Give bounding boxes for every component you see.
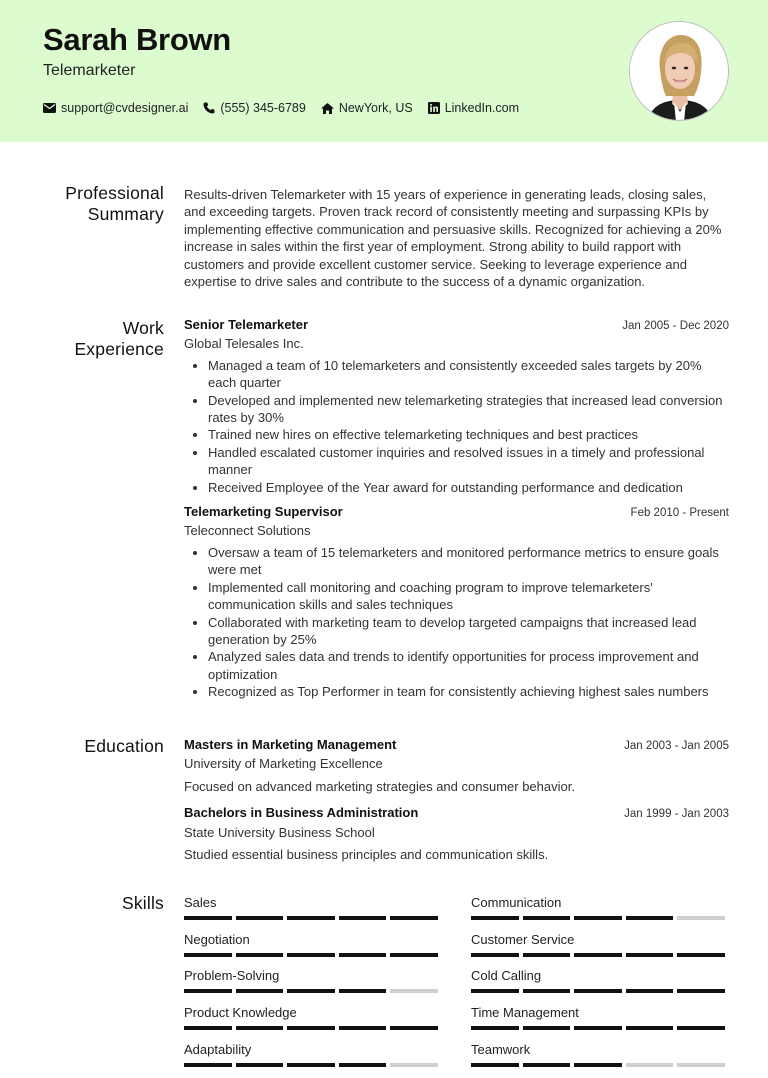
contact-list (43, 101, 534, 115)
resume-header (0, 0, 768, 142)
skill-level-segment (236, 916, 284, 920)
skill-name: Customer Service (471, 931, 575, 947)
job-entry (184, 503, 729, 700)
job-company: Teleconnect Solutions (184, 523, 311, 539)
school: State University Business School (184, 824, 375, 840)
job-entry (184, 316, 729, 496)
skill-level-segment (523, 1026, 571, 1030)
email-text: support@cvdesigner.ai (61, 101, 189, 115)
skill-level-segment (339, 1063, 387, 1067)
job-date: Feb 2010 - Present (630, 507, 729, 520)
skill-level-segment (677, 953, 725, 957)
skill-level-segment (390, 953, 438, 957)
skill-level-segment (471, 1026, 519, 1030)
avatar (630, 22, 729, 121)
skill-level-bar (184, 1026, 442, 1030)
education-entry (184, 736, 729, 795)
list-item: Managed a team of 10 telemarketers and consistently exceeded sales targets by 20% each quarter (184, 357, 729, 392)
skill-level-segment (236, 953, 284, 957)
skill-item (184, 895, 442, 920)
skill-item (471, 968, 729, 993)
phone-text: (555) 345-6789 (220, 101, 306, 115)
skill-level-segment (523, 989, 571, 993)
location-text: NewYork, US (338, 101, 413, 115)
skill-level-bar (471, 916, 729, 920)
skill-level-segment (339, 916, 387, 920)
skill-item (184, 932, 442, 957)
phone-icon (203, 102, 215, 114)
list-item: Collaborated with marketing team to develop targeted campaigns that increased lead generation by 25% (184, 614, 729, 649)
education-entry (184, 804, 729, 863)
skill-level-segment (184, 916, 232, 920)
job-bullets (184, 544, 729, 701)
skill-level-bar (471, 1026, 729, 1030)
skill-name: Cold Calling (471, 968, 542, 984)
skill-level-segment (184, 1063, 232, 1067)
skill-item (184, 968, 442, 993)
list-item: Handled escalated customer inquiries and resolved issues in a timely and professional manner (184, 444, 729, 479)
skill-level-segment (184, 1026, 232, 1030)
skill-level-segment (574, 1026, 622, 1030)
skill-level-bar (471, 989, 729, 993)
skill-level-segment (626, 1063, 674, 1067)
skill-name: Product Knowledge (184, 1005, 297, 1021)
job-title: Telemarketing Supervisor (184, 504, 343, 520)
job-title: Senior Telemarketer (184, 317, 309, 332)
skill-item (471, 895, 729, 920)
contact-phone[interactable] (203, 101, 305, 115)
skill-level-segment (523, 1063, 571, 1067)
skill-level-bar (184, 989, 442, 993)
skill-level-segment (523, 953, 571, 957)
home-icon (321, 103, 334, 114)
list-item: Received Employee of the Year award for outstanding performance and dedication (184, 479, 729, 496)
skill-level-segment (390, 1026, 438, 1030)
skill-name: Communication (471, 895, 562, 910)
skill-name: Adaptability (184, 1041, 252, 1057)
contact-linkedin[interactable] (428, 101, 519, 115)
skill-name: Sales (184, 895, 217, 910)
summary-text: Results-driven Telemarketer with 15 years of experience in generating leads, closing sales, and exceeding targets. Proven track record of consistently meeting and surpassing KPIs by implementing effective communication and persuasive skills. Recognized for achieving a 20% increase in sales within the first year of employment. Strong ability to build rapport with customers and provide excellent customer service. Seeking to leverage experience and expertise to drive sales and contribute to the success of a dynamic organization. (184, 187, 722, 290)
skill-level-segment (236, 989, 284, 993)
skill-item (184, 1042, 442, 1067)
skill-level-segment (677, 1063, 725, 1067)
skill-level-segment (390, 916, 438, 920)
linkedin-text: LinkedIn.com (444, 101, 520, 115)
section-title-skills: Skills (121, 893, 164, 913)
contact-email[interactable] (43, 101, 188, 115)
skill-level-segment (339, 1026, 387, 1030)
skill-level-segment (236, 1026, 284, 1030)
skill-level-segment (471, 916, 519, 920)
skill-name: Teamwork (471, 1041, 531, 1057)
skill-level-segment (390, 1063, 438, 1067)
skill-level-segment (184, 953, 232, 957)
envelope-icon (43, 103, 56, 113)
skill-item (471, 932, 729, 957)
skill-level-segment (626, 953, 674, 957)
candidate-title: Telemarketer (43, 62, 136, 79)
skill-item (471, 1005, 729, 1030)
list-item: Implemented call monitoring and coaching program to improve telemarketers' communication skills and sales techniques (184, 579, 729, 614)
education-description: Studied essential business principles and communication skills. (184, 847, 549, 863)
section-title-experience: Work Experience (74, 318, 164, 359)
job-company: Global Telesales Inc. (184, 336, 304, 352)
education-date: Jan 2003 - Jan 2005 (624, 740, 729, 752)
skill-level-bar (471, 953, 729, 957)
skill-level-segment (574, 916, 622, 920)
skill-level-bar (184, 916, 442, 920)
skill-level-segment (287, 1026, 335, 1030)
skill-level-segment (677, 989, 725, 993)
skill-level-segment (287, 916, 335, 920)
skill-level-segment (287, 989, 335, 993)
skill-level-segment (574, 989, 622, 993)
skill-level-bar (184, 953, 442, 957)
skill-level-segment (390, 989, 438, 993)
candidate-name: Sarah Brown (43, 22, 231, 57)
linkedin-icon (428, 102, 440, 114)
skill-level-bar (471, 1063, 729, 1067)
list-item: Oversaw a team of 15 telemarketers and monitored performance metrics to ensure goals were met (184, 544, 729, 579)
skill-level-bar (184, 1063, 442, 1067)
skill-level-segment (523, 916, 571, 920)
contact-location (321, 101, 413, 115)
list-item: Recognized as Top Performer in team for consistently achieving highest sales numbers (184, 683, 729, 700)
skill-level-segment (471, 1063, 519, 1067)
experience-list (184, 316, 729, 701)
skill-level-segment (471, 989, 519, 993)
skill-name: Negotiation (184, 931, 250, 947)
skill-level-segment (626, 916, 674, 920)
skill-level-segment (339, 953, 387, 957)
section-title-education: Education (84, 736, 164, 756)
skill-level-segment (471, 953, 519, 957)
skill-level-segment (574, 953, 622, 957)
skill-level-segment (339, 989, 387, 993)
degree: Masters in Marketing Management (184, 737, 397, 752)
skill-level-segment (287, 953, 335, 957)
education-description: Focused on advanced marketing strategies and consumer behavior. (184, 778, 575, 794)
education-date: Jan 1999 - Jan 2003 (624, 808, 729, 821)
skill-level-segment (236, 1063, 284, 1067)
job-date: Jan 2005 - Dec 2020 (622, 320, 729, 332)
skill-item (184, 1005, 442, 1030)
skill-level-segment (574, 1063, 622, 1067)
list-item: Developed and implemented new telemarketing strategies that increased lead conversion rates by 30% (184, 392, 729, 427)
skill-level-segment (626, 1026, 674, 1030)
skill-level-segment (677, 1026, 725, 1030)
list-item: Trained new hires on effective telemarketing techniques and best practices (184, 426, 729, 443)
profile-photo (629, 21, 729, 121)
degree: Bachelors in Business Administration (184, 805, 419, 821)
list-item: Analyzed sales data and trends to identify opportunities for process improvement and optimization (184, 648, 729, 683)
education-list (184, 736, 729, 863)
skill-level-segment (287, 1063, 335, 1067)
skill-name: Problem-Solving (184, 968, 280, 984)
school: University of Marketing Excellence (184, 756, 383, 772)
skill-level-segment (184, 989, 232, 993)
section-title-summary: Professional Summary (65, 183, 164, 224)
job-bullets (184, 357, 729, 496)
skill-level-segment (626, 989, 674, 993)
skill-name: Time Management (471, 1005, 579, 1021)
skill-level-segment (677, 916, 725, 920)
skill-item (471, 1042, 729, 1067)
